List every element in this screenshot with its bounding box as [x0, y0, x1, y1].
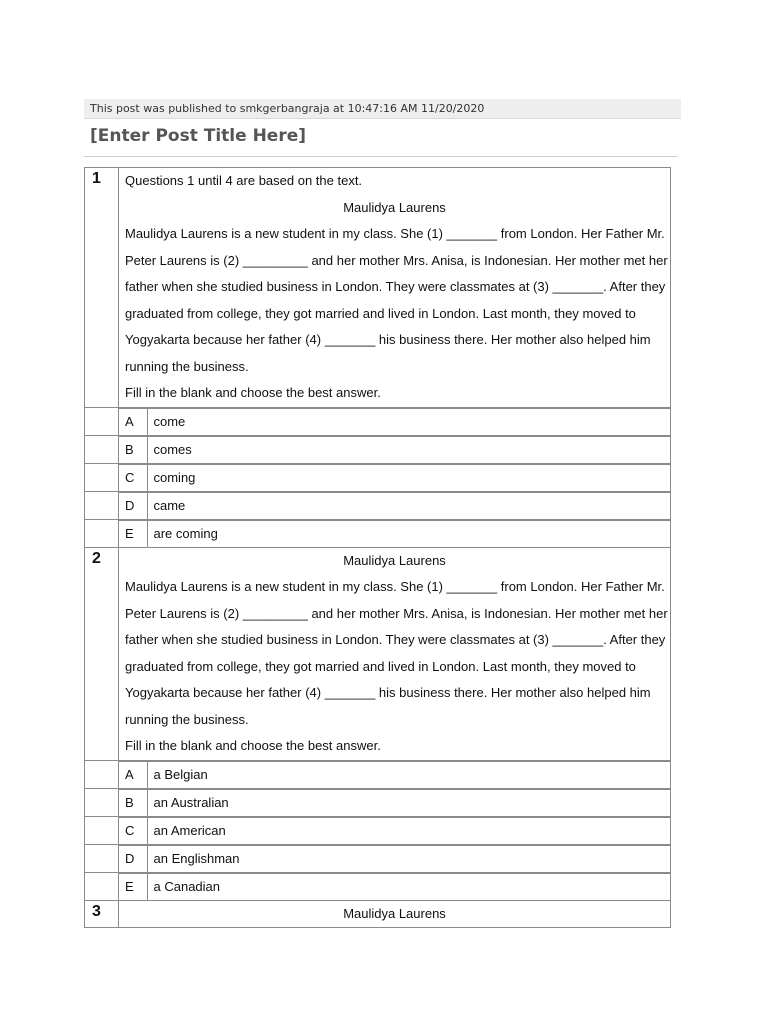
- option-letter: A: [119, 761, 147, 788]
- option-row[interactable]: [85, 463, 671, 491]
- option-letter: B: [119, 789, 147, 816]
- option-letter: C: [119, 464, 147, 491]
- option-row[interactable]: [85, 872, 671, 900]
- passage-line: graduated from college, they got married and lived in London. Last month, they moved to: [125, 658, 636, 674]
- option-text[interactable]: are coming: [147, 520, 670, 547]
- option-row[interactable]: [85, 435, 671, 463]
- option-letter: A: [119, 408, 147, 435]
- option-text[interactable]: a Canadian: [147, 873, 670, 900]
- option-letter: B: [119, 436, 147, 463]
- question-body: [119, 168, 671, 408]
- option-text[interactable]: came: [147, 492, 670, 519]
- question-instruction: Fill in the blank and choose the best answer.: [125, 385, 381, 400]
- option-letter: D: [119, 492, 147, 519]
- passage-line: running the business.: [125, 358, 249, 374]
- option-row[interactable]: [85, 491, 671, 519]
- option-text[interactable]: comes: [147, 436, 670, 463]
- passage-line: running the business.: [125, 711, 249, 727]
- option-text[interactable]: an Englishman: [147, 845, 670, 872]
- question-number: 1: [85, 168, 119, 408]
- question-number: 2: [85, 547, 119, 760]
- post-title: [Enter Post Title Here]: [90, 126, 307, 146]
- passage-line: father when she studied business in London. They were classmates at (3) _______. After they: [125, 279, 666, 294]
- passage-heading: Maulidya Laurens: [343, 199, 446, 215]
- passage-line: Maulidya Laurens is a new student in my class. She (1) _______ from London. Her Father Mr.: [125, 226, 665, 241]
- question-row: [85, 168, 671, 408]
- passage-heading: Maulidya Laurens: [343, 905, 446, 921]
- title-divider: [84, 156, 678, 157]
- option-letter: D: [119, 845, 147, 872]
- question-body: [119, 547, 671, 760]
- option-letter: E: [119, 520, 147, 547]
- question-row: [85, 547, 671, 760]
- question-row: [85, 900, 671, 928]
- option-text[interactable]: come: [147, 408, 670, 435]
- passage-line: father when she studied business in London. They were classmates at (3) _______. After they: [125, 632, 666, 647]
- option-row[interactable]: [85, 816, 671, 844]
- option-row[interactable]: [85, 760, 671, 788]
- option-text[interactable]: an Australian: [147, 789, 670, 816]
- question-number: 3: [85, 900, 119, 928]
- question-table: [84, 167, 671, 928]
- option-row[interactable]: [85, 844, 671, 872]
- option-text[interactable]: coming: [147, 464, 670, 491]
- publish-banner: This post was published to smkgerbangraja at 10:47:16 AM 11/20/2020: [84, 99, 681, 119]
- option-text[interactable]: an American: [147, 817, 670, 844]
- question-instruction: Fill in the blank and choose the best answer.: [125, 738, 381, 753]
- option-letter: E: [119, 873, 147, 900]
- passage-line: Yogyakarta because her father (4) _______ his business there. Her mother also helped him: [125, 685, 651, 700]
- passage-line: Yogyakarta because her father (4) _______ his business there. Her mother also helped him: [125, 332, 651, 347]
- question-body: [119, 900, 671, 928]
- option-letter: C: [119, 817, 147, 844]
- option-text[interactable]: a Belgian: [147, 761, 670, 788]
- option-row[interactable]: [85, 407, 671, 435]
- option-row[interactable]: [85, 788, 671, 816]
- question-intro: Questions 1 until 4 are based on the text.: [125, 173, 363, 188]
- passage-line: Maulidya Laurens is a new student in my class. She (1) _______ from London. Her Father Mr.: [125, 579, 665, 594]
- passage-line: Peter Laurens is (2) _________ and her mother Mrs. Anisa, is Indonesian. Her mother met her: [125, 605, 668, 621]
- option-row[interactable]: [85, 519, 671, 547]
- passage-line: Peter Laurens is (2) _________ and her mother Mrs. Anisa, is Indonesian. Her mother met her: [125, 252, 668, 268]
- passage-heading: Maulidya Laurens: [343, 552, 446, 568]
- passage-line: graduated from college, they got married and lived in London. Last month, they moved to: [125, 305, 636, 321]
